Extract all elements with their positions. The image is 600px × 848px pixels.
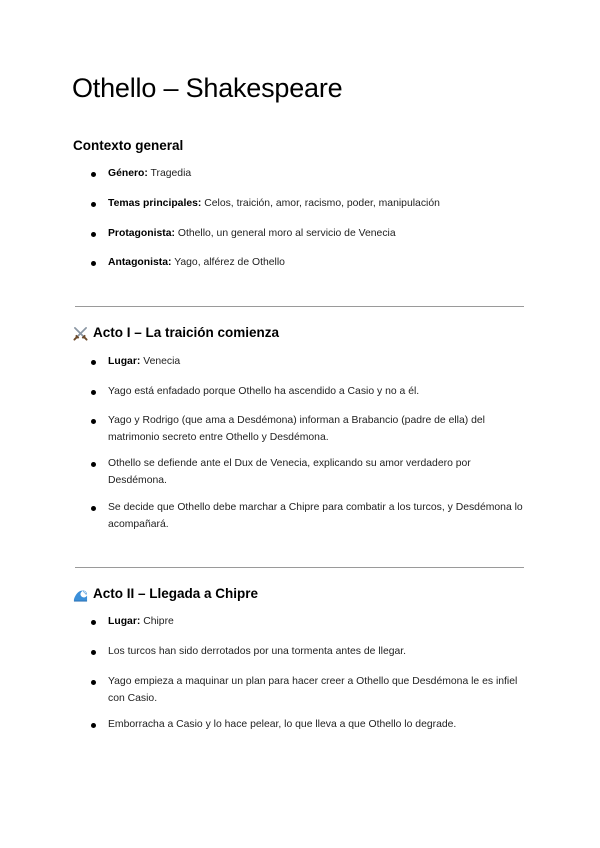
item-text: Yago, alférez de Othello — [171, 257, 285, 268]
bullet-icon — [91, 172, 96, 177]
item-text: Yago y Rodrigo (que ama a Desdémona) informan a Brabancio (padre de ella) del matrimonio secreto entre Othello y Desdémona. — [108, 415, 485, 443]
item-text: Othello, un general moro al servicio de Venecia — [174, 228, 396, 239]
bullet-icon — [91, 202, 96, 207]
horizontal-divider — [75, 567, 524, 568]
item-text: Los turcos han sido derrotados por una tormenta antes de llegar. — [108, 646, 407, 657]
bullet-icon — [91, 723, 96, 728]
bullet-icon — [91, 680, 96, 685]
item-label: Protagonista: — [108, 228, 175, 239]
wave-icon — [73, 587, 88, 602]
list-item — [108, 354, 528, 371]
item-label: Lugar: — [108, 356, 141, 367]
section-heading-act2 — [73, 585, 258, 603]
section-heading-context: Contexto general — [73, 138, 184, 153]
list-item — [108, 500, 528, 533]
item-text: Yago empieza a maquinar un plan para hacer creer a Othello que Desdémona le es infiel con Casio. — [108, 676, 518, 704]
item-label: Temas principales: — [108, 198, 202, 209]
item-text: Venecia — [140, 356, 181, 367]
bullet-icon — [91, 360, 96, 365]
horizontal-divider — [75, 306, 524, 307]
section-heading-text: Acto I – La traición comienza — [93, 325, 280, 340]
bullet-icon — [91, 650, 96, 655]
list-item — [108, 717, 528, 734]
item-label: Género: — [108, 168, 148, 179]
crossed-swords-icon — [73, 326, 88, 341]
bullet-icon — [91, 462, 96, 467]
bullet-icon — [91, 232, 96, 237]
list-item — [108, 384, 528, 401]
list-item — [108, 166, 528, 183]
list-item — [108, 674, 528, 707]
item-text: Se decide que Othello debe marchar a Chipre para combatir a los turcos, y Desdémona lo acompañará. — [108, 502, 523, 530]
list-item — [108, 255, 528, 272]
bullet-icon — [91, 620, 96, 625]
item-text: Yago está enfadado porque Othello ha ascendido a Casio y no a él. — [108, 386, 420, 397]
list-item — [108, 196, 528, 213]
page-title: Othello – Shakespeare — [72, 73, 343, 103]
list-item — [108, 413, 528, 446]
item-text: Emborracha a Casio y lo hace pelear, lo que lleva a que Othello lo degrade. — [108, 719, 457, 730]
bullet-icon — [91, 419, 96, 424]
bullet-icon — [91, 261, 96, 266]
item-text: Celos, traición, amor, racismo, poder, manipulación — [201, 198, 440, 209]
list-item — [108, 226, 528, 243]
section-heading-act1 — [73, 324, 279, 342]
item-text: Othello se defiende ante el Dux de Venecia, explicando su amor verdadero por Desdémona. — [108, 458, 471, 486]
item-text: Tragedia — [147, 168, 192, 179]
section-heading-text: Acto II – Llegada a Chipre — [93, 586, 259, 601]
list-item — [108, 614, 528, 631]
item-label: Antagonista: — [108, 257, 172, 268]
list-item — [108, 644, 528, 661]
bullet-icon — [91, 390, 96, 395]
item-text: Chipre — [140, 616, 174, 627]
list-item — [108, 456, 528, 489]
item-label: Lugar: — [108, 616, 141, 627]
bullet-icon — [91, 506, 96, 511]
